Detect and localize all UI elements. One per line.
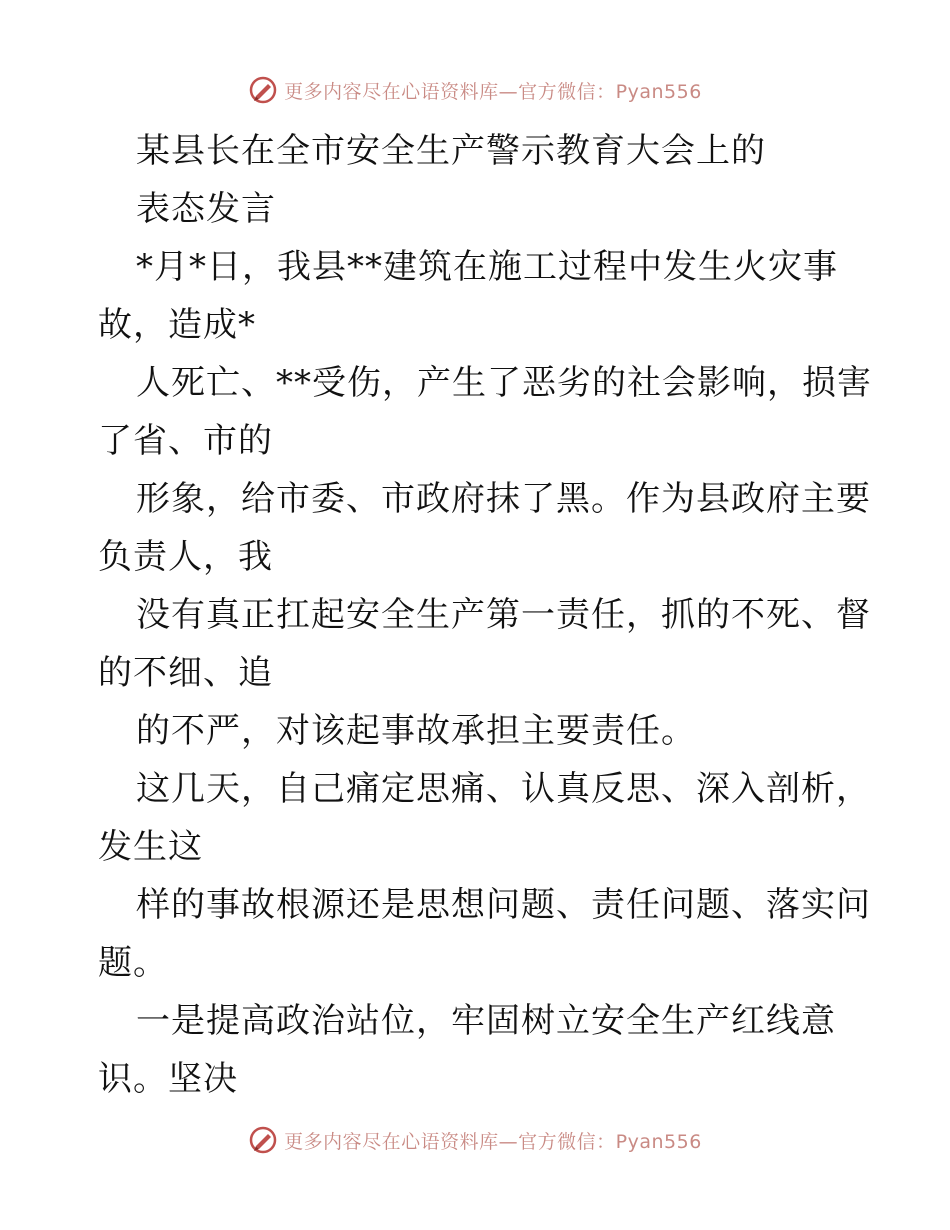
header-watermark — [0, 70, 950, 110]
watermark-text: 更多内容尽在心语资料库—官方微信：Pyan556 — [284, 80, 702, 103]
pen-logo-icon — [248, 75, 278, 105]
paragraph-line: 题。 — [98, 943, 168, 983]
paragraph-line: 识。坚决 — [98, 1059, 238, 1099]
paragraph-line: 故，造成* — [98, 305, 256, 345]
paragraph-line: 的不细、追 — [98, 653, 273, 693]
paragraph-line: 了省、市的 — [98, 421, 273, 461]
pen-logo-icon — [248, 1125, 278, 1155]
paragraph-line: 这几天，自己痛定思痛、认真反思、深入剖析， — [136, 769, 871, 809]
paragraph-line: 的不严，对该起事故承担主要责任。 — [136, 711, 696, 751]
paragraph-line: 发生这 — [98, 827, 203, 867]
footer-watermark — [0, 1120, 950, 1160]
paragraph-line: 样的事故根源还是思想问题、责任问题、落实问 — [136, 885, 871, 925]
paragraph-line: 没有真正扛起安全生产第一责任，抓的不死、督 — [136, 595, 871, 635]
paragraph-line: *月*日，我县**建筑在施工过程中发生火灾事 — [136, 247, 838, 287]
paragraph-line: 负责人，我 — [98, 537, 273, 577]
paragraph-line: 一是提高政治站位，牢固树立安全生产红线意 — [136, 1001, 836, 1041]
document-body — [98, 122, 872, 1108]
watermark-text: 更多内容尽在心语资料库—官方微信：Pyan556 — [284, 1130, 702, 1153]
title-line-1: 某县长在全市安全生产警示教育大会上的 — [136, 131, 766, 171]
title-line-2: 表态发言 — [136, 189, 276, 229]
paragraph-line: 人死亡、**受伤，产生了恶劣的社会影响，损害 — [136, 363, 872, 403]
paragraph-line: 形象，给市委、市政府抹了黑。作为县政府主要 — [136, 479, 871, 519]
